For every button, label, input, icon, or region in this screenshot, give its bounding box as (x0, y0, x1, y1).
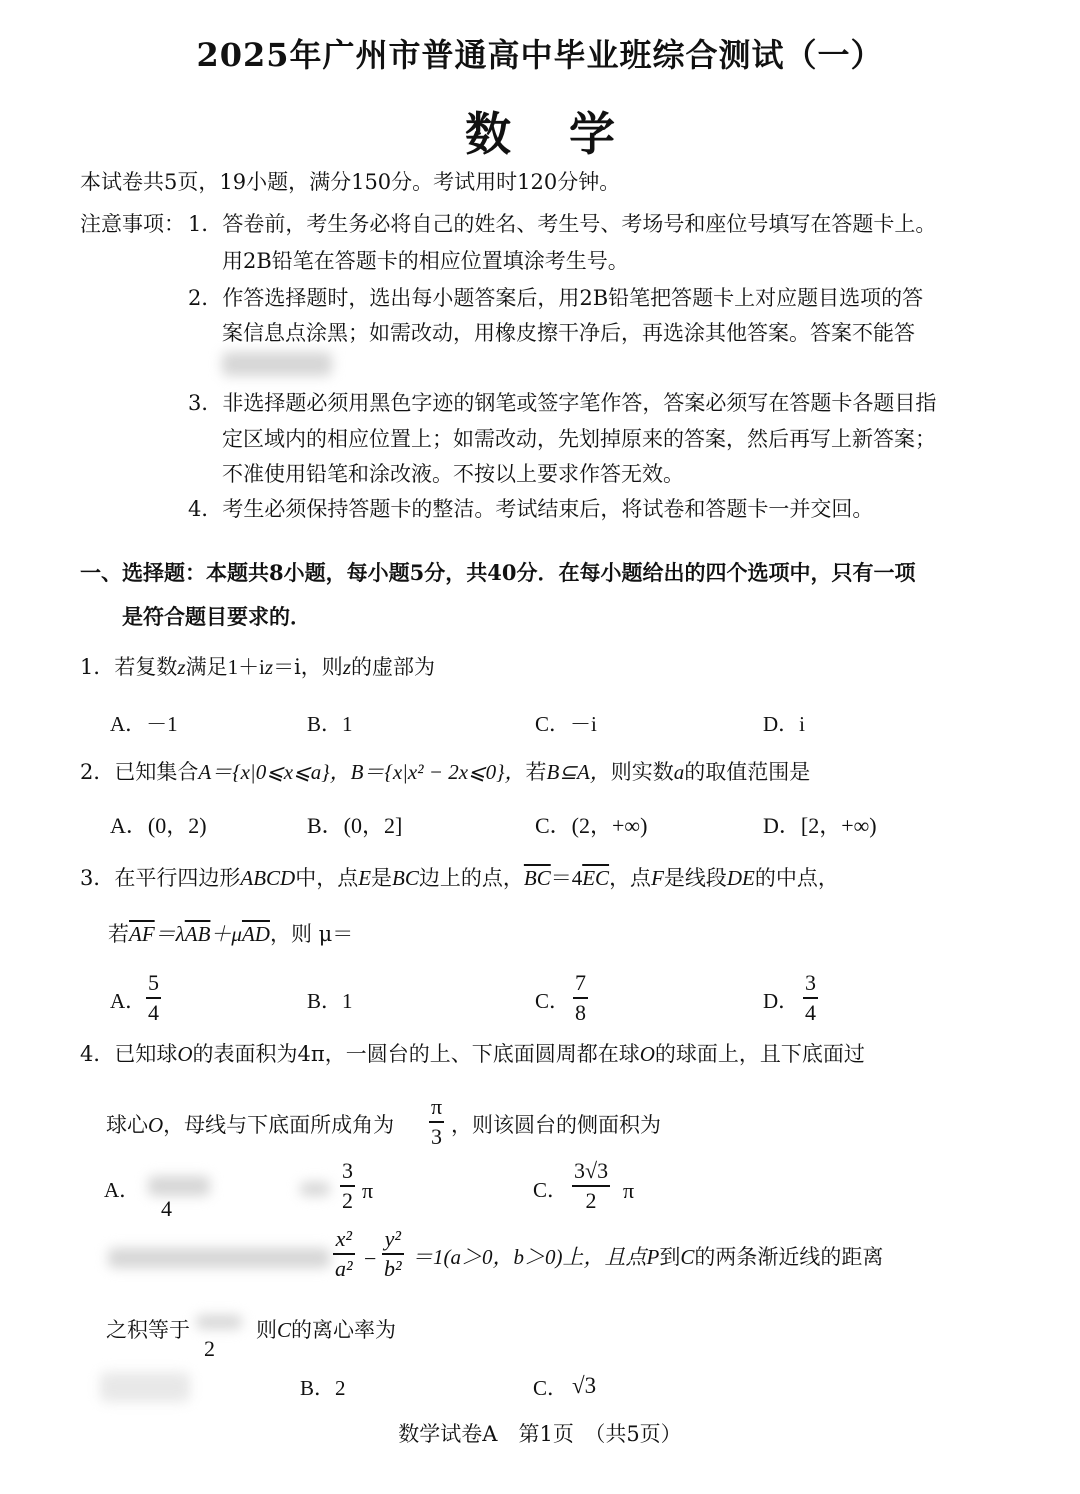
q4-option-a-label: A． (104, 1178, 141, 1202)
note-2-line-2: 案信息点涂黑；如需改动，用橡皮擦干净后，再选涂其他答案。答案不能答 (222, 321, 915, 345)
q3-de: DE (726, 866, 755, 890)
q3-text-5: ，点 (609, 866, 652, 890)
q5-tail2: 到 (659, 1245, 681, 1269)
q4-line2-pre: 球心 (106, 1113, 148, 1137)
q3-eq2: ＝λ (154, 922, 185, 946)
q2-text-4: 的取值范围是 (684, 760, 811, 784)
q4-var-o2: O (639, 1042, 655, 1066)
q1-eq2: ＝i，则 (273, 655, 343, 679)
question-1 (80, 657, 435, 678)
q3-a-den: 4 (148, 999, 159, 1025)
note-2-line-1: 2．作答选择题时，选出每小题答案后，用2B铅笔把答题卡上对应题目选项的答 (188, 286, 924, 310)
q3-option-d-label: D． (763, 989, 800, 1013)
q1-text-post: 的虚部为 (351, 655, 435, 679)
q3-post: ，则 μ＝ (269, 922, 354, 946)
q3-vector-ab: $\overline{AB}$ (184, 922, 211, 946)
q1-text-pre: 若复数 (114, 655, 178, 679)
q3-option-c-label: C． (535, 989, 571, 1013)
q4-b-den: 2 (342, 1187, 353, 1213)
q5-x-den: a² (335, 1255, 353, 1281)
q4-option-c-pi: π (623, 1178, 635, 1203)
fraction-bar (146, 997, 161, 999)
q4-line2-mid: ，母线与下底面所成角为 (163, 1113, 395, 1137)
q5-fraction-x (333, 1228, 355, 1280)
q3-option-a-label: A． (110, 989, 147, 1013)
q5-y-den: b² (384, 1255, 402, 1281)
q4-angle-num: π (431, 1094, 443, 1119)
fraction-bar (803, 997, 818, 999)
q2-set-b: B＝{x|x² − 2x⩽0}， (350, 760, 526, 784)
redacted-text (222, 352, 332, 376)
q3-plus: ＋μ (210, 922, 242, 946)
fraction-bar (340, 1185, 355, 1187)
q1-option-d: D．i (763, 712, 805, 736)
fraction-bar (429, 1121, 444, 1123)
q3-option-d-fraction (803, 972, 818, 1024)
q4-number: 4． (80, 1042, 115, 1066)
q3-option-c-fraction (573, 972, 588, 1024)
q5-line2-pre: 之积等于 (106, 1318, 190, 1342)
q2-text-1: 已知集合 (114, 760, 199, 784)
q5-minus: − (364, 1246, 377, 1271)
redacted-text (108, 1248, 330, 1268)
q3-text-2: 中，点 (295, 866, 359, 890)
q5-y-num: y² (384, 1226, 401, 1251)
q5-option-c-label: C． (533, 1376, 569, 1400)
q4-text-2: 的表面积为4π，一圆台的上、下底面圆周都在球 (192, 1042, 640, 1066)
note-1-line-1: 1．答卷前，考生务必将自己的姓名、考生号、考场号和座位号填写在答题卡上。 (188, 212, 937, 236)
q5-option-c-value: √3 (572, 1373, 597, 1398)
q2-option-b: B．(0，2] (307, 813, 403, 838)
q4-b-num: 3 (342, 1158, 353, 1183)
q4-angle-fraction (429, 1096, 444, 1148)
q3-text-4: 边上的点， (418, 866, 524, 890)
q3-point-e: E (358, 866, 372, 890)
q3-option-b: B．1 (307, 989, 353, 1013)
q3-d-den: 4 (805, 999, 816, 1025)
q2-var-a: a (673, 760, 685, 784)
q3-text-3: 是 (371, 866, 393, 890)
q3-a-num: 5 (148, 970, 159, 995)
fraction-bar (573, 997, 588, 999)
q4-option-c-fraction (572, 1160, 610, 1212)
q4-text-3: 的球面上，且下底面过 (654, 1042, 865, 1066)
q2-option-c: C．(2，+∞) (535, 813, 648, 838)
note-3-line-1: 3．非选择题必须用黑色字迹的钢笔或签字笔作答，答案必须写在答题卡各题目指 (188, 391, 937, 415)
q4-option-a-den: 4 (161, 1196, 172, 1221)
q3-bc: BC (392, 866, 419, 890)
q4-option-b-fraction (340, 1160, 355, 1212)
q4-var-o: O (177, 1042, 193, 1066)
q4-line2-post: ，则该圆台的侧面积为 (451, 1113, 661, 1137)
q3-eq: ＝4 (550, 866, 583, 890)
q2-set-a: A＝{x|0⩽x⩽a}， (198, 760, 351, 784)
q3-d-num: 3 (805, 970, 816, 995)
q1-eq: 1＋i (227, 655, 265, 679)
redacted-text (196, 1315, 242, 1329)
section-1-heading: 一、选择题：本题共8小题，每小题5分，共40分．在每小题给出的四个选项中，只有一项 (80, 560, 916, 585)
q1-option-a: A．－1 (110, 712, 178, 736)
q5-point-p: P (646, 1245, 660, 1269)
q5-tail3: 的两条渐近线的距离 (694, 1245, 884, 1269)
fraction-bar (333, 1253, 355, 1255)
q4-option-b-pi: π (362, 1178, 374, 1203)
q3-c-den: 8 (575, 999, 586, 1025)
q4-text-1: 已知球 (114, 1042, 178, 1066)
q3-number: 3． (80, 866, 115, 890)
q5-x-num: x² (335, 1226, 352, 1251)
question-2 (80, 762, 810, 783)
q5-tail: ＝1(a＞0，b＞0)上，且点 (412, 1245, 647, 1269)
q3-vector-bc: $\overline{BC}$ (523, 866, 551, 890)
q5-var-c2: C (277, 1318, 292, 1342)
q2-option-d: D．[2，+∞) (763, 813, 877, 838)
q5-line2-end: 的离心率为 (291, 1318, 397, 1342)
q5-option-b: B．2 (300, 1376, 346, 1400)
q1-option-c: C．－i (535, 712, 597, 736)
q3-text-1: 在平行四边形 (114, 866, 241, 890)
q2-number: 2． (80, 760, 115, 784)
q4-var-o3: O (148, 1113, 164, 1137)
q1-number: 1． (80, 655, 115, 679)
q3-vector-af: $\overline{AF}$ (129, 922, 155, 946)
q4-c-num: 3√3 (574, 1158, 609, 1183)
q3-abcd: ABCD (240, 866, 296, 890)
note-4-line-1: 4．考生必须保持答题卡的整洁。考试结束后，将试卷和答题卡一并交回。 (188, 497, 874, 521)
q2-text-2: 若 (525, 760, 547, 784)
q3-vector-ad: $\overline{AD}$ (241, 922, 270, 946)
note-3-line-3: 不准使用铅笔和涂改液。不按以上要求作答无效。 (222, 462, 684, 486)
q1-option-b: B．1 (307, 712, 353, 736)
question-4 (80, 1044, 865, 1065)
section-1-heading-cont: 是符合题目要求的． (122, 604, 311, 629)
q3-text-6: 是线段 (663, 866, 727, 890)
q3-line2-pre: 若 (108, 922, 129, 946)
q5-var-c: C (680, 1245, 695, 1269)
q1-var-z2: z (264, 655, 274, 679)
q1-var-z: z (177, 655, 186, 679)
q2-option-a: A．(0，2) (110, 813, 207, 838)
subject-title: 数学 (465, 107, 673, 161)
note-3-line-2: 定区域内的相应位置上；如需改动，先划掉原来的答案，然后再写上新答案； (222, 427, 936, 451)
q2-text-3: 则实数 (610, 760, 674, 784)
redacted-text (148, 1176, 210, 1196)
q1-var-z3: z (342, 655, 351, 679)
q1-text-mid: 满足 (185, 655, 228, 679)
q4-angle-den: 3 (431, 1123, 443, 1149)
question-5-line-1 (412, 1247, 883, 1268)
q3-text-7: 的中点， (754, 866, 839, 890)
q3-option-a-fraction (146, 972, 161, 1024)
fraction-bar (382, 1253, 404, 1255)
q2-subset: B⊆A， (546, 760, 611, 784)
question-4-line-2-pre (106, 1115, 394, 1136)
redacted-text (100, 1372, 190, 1402)
exam-title: 2025年广州市普通高中毕业班综合测试（一） (196, 36, 884, 74)
redacted-text (300, 1182, 330, 1196)
note-1-line-2: 用2B铅笔在答题卡的相应位置填涂考生号。 (222, 249, 629, 273)
q5-line2-post: 则 (256, 1318, 277, 1342)
q5-line2-den: 2 (204, 1336, 215, 1361)
question-3-line-2 (108, 924, 353, 945)
question-3 (80, 868, 839, 889)
exam-intro: 本试卷共5页，19小题，满分150分。考试用时120分钟。 (80, 170, 621, 194)
q3-c-num: 7 (575, 970, 586, 995)
q4-c-den: 2 (585, 1187, 597, 1213)
fraction-bar (572, 1185, 610, 1187)
q3-point-f: F (651, 866, 664, 890)
q5-fraction-y (382, 1228, 404, 1280)
q3-vector-ec: $\overline{EC}$ (582, 866, 610, 890)
q4-option-c-label: C． (533, 1178, 569, 1202)
page-footer: 数学试卷A 第1页 （共5页） (398, 1422, 682, 1446)
notes-label: 注意事项： (80, 212, 185, 236)
question-5-line-2-post (256, 1320, 396, 1341)
